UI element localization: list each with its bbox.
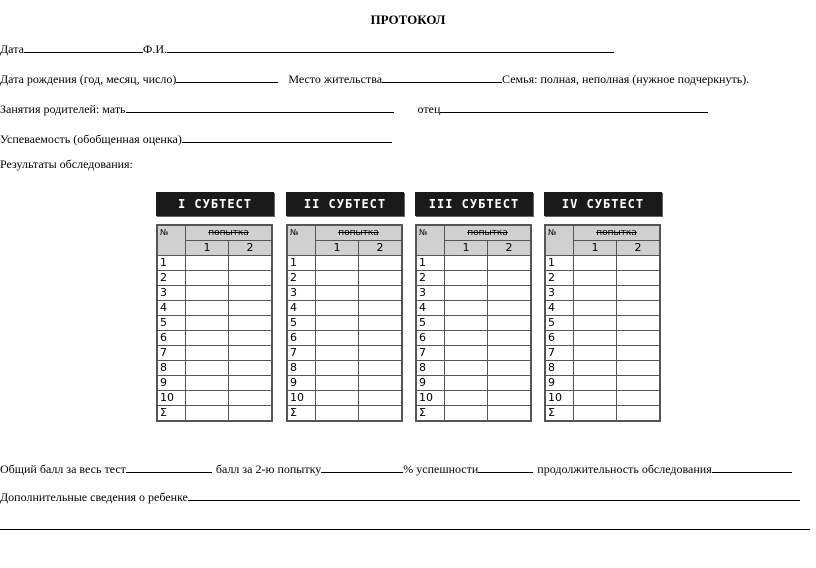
score-cell[interactable] (487, 361, 531, 376)
score-cell[interactable] (487, 406, 531, 422)
attempt-number: 1 (186, 241, 229, 256)
row-number: 10 (416, 391, 445, 406)
score-cell[interactable] (358, 376, 402, 391)
row-number: 8 (416, 361, 445, 376)
row-number: 10 (287, 391, 316, 406)
no-header: № (545, 225, 574, 256)
table-row (157, 346, 272, 361)
date-field[interactable] (24, 40, 143, 53)
score-cell[interactable] (358, 346, 402, 361)
extra-field[interactable] (188, 488, 800, 501)
score-cell[interactable] (316, 391, 359, 406)
row-number: 8 (157, 361, 186, 376)
table-row (287, 316, 402, 331)
score-cell[interactable] (487, 346, 531, 361)
score-cell[interactable] (358, 361, 402, 376)
score-cell[interactable] (358, 406, 402, 422)
score-cell[interactable] (616, 256, 660, 271)
row-number: 5 (416, 316, 445, 331)
score-cell[interactable] (186, 361, 229, 376)
page-title: ПРОТОКОЛ (370, 12, 446, 27)
score-cell[interactable] (616, 406, 660, 422)
no-header: № (416, 225, 445, 256)
score-cell[interactable] (228, 271, 272, 286)
score-cell[interactable] (574, 391, 617, 406)
score-cell[interactable] (358, 271, 402, 286)
table-row (157, 271, 272, 286)
row-number: 6 (416, 331, 445, 346)
table-row (416, 391, 531, 406)
table-row (157, 286, 272, 301)
table-row (416, 286, 531, 301)
birth-label: Дата рождения (год, месяц, число) (0, 72, 177, 86)
score-cell[interactable] (358, 316, 402, 331)
score-cell[interactable] (487, 376, 531, 391)
table-row (416, 256, 531, 271)
row-number: 7 (545, 346, 574, 361)
row-number: 2 (545, 271, 574, 286)
row-number: 1 (416, 256, 445, 271)
family-label: Семья: полная, неполная (нужное подчеркнуть). (502, 72, 750, 86)
score-cell[interactable] (487, 391, 531, 406)
score-cell[interactable] (616, 361, 660, 376)
score-cell[interactable] (316, 406, 359, 422)
score-cell[interactable] (316, 376, 359, 391)
row-number: 8 (287, 361, 316, 376)
attempt-number: 2 (358, 241, 402, 256)
row-number: 1 (157, 256, 186, 271)
score-cell[interactable] (445, 331, 488, 346)
total-field[interactable] (126, 460, 212, 473)
score-cell[interactable] (316, 316, 359, 331)
table-row (157, 391, 272, 406)
row-number: Σ (416, 406, 445, 422)
no-header: № (157, 225, 186, 256)
score-cell[interactable] (574, 376, 617, 391)
score-cell[interactable] (228, 361, 272, 376)
row-number: 3 (416, 286, 445, 301)
score-cell[interactable] (358, 331, 402, 346)
subtest-title: I СУБТЕСТ (156, 192, 274, 216)
row-number: 10 (545, 391, 574, 406)
score-cell[interactable] (445, 286, 488, 301)
table-row (157, 316, 272, 331)
score-cell[interactable] (186, 391, 229, 406)
score-cell[interactable] (358, 301, 402, 316)
row-number: 2 (157, 271, 186, 286)
score-cell[interactable] (186, 271, 229, 286)
table-row (287, 391, 402, 406)
name-field[interactable] (167, 40, 614, 53)
score-cell[interactable] (445, 301, 488, 316)
row-number: 3 (287, 286, 316, 301)
table-row (416, 346, 531, 361)
subtest-title: II СУБТЕСТ (286, 192, 404, 216)
parents-row (0, 100, 708, 117)
row-number: 9 (287, 376, 316, 391)
table-row (416, 301, 531, 316)
table-row (545, 376, 660, 391)
attempt-number: 1 (316, 241, 359, 256)
attempt-number: 1 (574, 241, 617, 256)
row-number: 5 (157, 316, 186, 331)
score-cell[interactable] (574, 271, 617, 286)
score-cell[interactable] (616, 376, 660, 391)
score-cell[interactable] (574, 406, 617, 422)
table-row (157, 301, 272, 316)
table-row (157, 331, 272, 346)
score-cell[interactable] (316, 346, 359, 361)
score-cell[interactable] (316, 361, 359, 376)
name-label: Ф.И. (142, 42, 168, 56)
no-header: № (287, 225, 316, 256)
progress-row (0, 130, 392, 147)
score-cell[interactable] (616, 331, 660, 346)
score-cell[interactable] (616, 316, 660, 331)
success-field[interactable] (478, 460, 533, 473)
table-row (545, 256, 660, 271)
score-cell[interactable] (316, 331, 359, 346)
father-label: отец (417, 102, 441, 116)
extra-row (0, 488, 800, 505)
table-row (545, 391, 660, 406)
table-row (157, 361, 272, 376)
score-cell[interactable] (445, 361, 488, 376)
attempt-header: попытка (316, 225, 403, 241)
score-cell[interactable] (616, 271, 660, 286)
score-cell[interactable] (186, 346, 229, 361)
score-cell[interactable] (574, 346, 617, 361)
table-row (287, 376, 402, 391)
score-row (0, 460, 792, 477)
table-row (287, 301, 402, 316)
score-cell[interactable] (445, 271, 488, 286)
row-number: 9 (416, 376, 445, 391)
row-number: 2 (287, 271, 316, 286)
row-number: 3 (545, 286, 574, 301)
subtest-2 (286, 192, 404, 422)
second-attempt-field[interactable] (321, 460, 403, 473)
score-cell[interactable] (487, 256, 531, 271)
table-row (416, 271, 531, 286)
score-cell[interactable] (616, 286, 660, 301)
score-cell[interactable] (228, 256, 272, 271)
table-row (545, 361, 660, 376)
row-number: 4 (545, 301, 574, 316)
score-cell[interactable] (445, 316, 488, 331)
score-cell[interactable] (228, 391, 272, 406)
table-row (287, 286, 402, 301)
mother-label: Занятия родителей: мать (0, 102, 126, 116)
score-cell[interactable] (358, 391, 402, 406)
table-row (545, 331, 660, 346)
score-cell[interactable] (445, 406, 488, 422)
score-cell[interactable] (487, 271, 531, 286)
row-number: 4 (157, 301, 186, 316)
table-row (157, 256, 272, 271)
subtest-table (544, 224, 661, 422)
score-cell[interactable] (228, 301, 272, 316)
score-cell[interactable] (316, 301, 359, 316)
score-cell[interactable] (228, 376, 272, 391)
table-row (545, 286, 660, 301)
subtest-table (415, 224, 532, 422)
table-row (287, 331, 402, 346)
row-number: Σ (287, 406, 316, 422)
score-cell[interactable] (574, 301, 617, 316)
attempt-number: 2 (228, 241, 272, 256)
score-cell[interactable] (186, 316, 229, 331)
table-row (157, 376, 272, 391)
extra-label: Дополнительные сведения о ребенке (0, 490, 188, 504)
row-number: 7 (287, 346, 316, 361)
score-cell[interactable] (228, 316, 272, 331)
attempt-header: попытка (574, 225, 661, 241)
duration-label: продолжительность обследования (537, 462, 712, 476)
score-cell[interactable] (316, 286, 359, 301)
score-cell[interactable] (316, 271, 359, 286)
table-row (545, 346, 660, 361)
subtest-title: IV СУБТЕСТ (544, 192, 662, 216)
birth-row (0, 70, 749, 87)
score-cell[interactable] (228, 406, 272, 422)
score-cell[interactable] (487, 331, 531, 346)
table-row (545, 301, 660, 316)
row-number: 7 (157, 346, 186, 361)
row-number: 9 (157, 376, 186, 391)
table-row (416, 361, 531, 376)
row-number: 4 (416, 301, 445, 316)
score-cell[interactable] (186, 256, 229, 271)
row-number: 7 (416, 346, 445, 361)
birth-field[interactable] (176, 70, 278, 83)
father-field[interactable] (440, 100, 708, 113)
table-row (287, 406, 402, 422)
table-row (287, 361, 402, 376)
table-row (545, 271, 660, 286)
table-row (416, 331, 531, 346)
row-number: 10 (157, 391, 186, 406)
extra-line-2[interactable] (0, 529, 810, 530)
subtest-4 (544, 192, 662, 422)
score-cell[interactable] (445, 346, 488, 361)
mother-field[interactable] (126, 100, 394, 113)
subtest-3 (415, 192, 533, 422)
row-number: 8 (545, 361, 574, 376)
table-row (287, 256, 402, 271)
row-number: 6 (287, 331, 316, 346)
score-cell[interactable] (616, 346, 660, 361)
success-label: % успешности (403, 462, 479, 476)
table-row (157, 406, 272, 422)
subtest-table (156, 224, 273, 422)
score-cell[interactable] (574, 361, 617, 376)
row-number: 2 (416, 271, 445, 286)
table-row (416, 406, 531, 422)
residence-label: Место жительства (288, 72, 383, 86)
subtest-table (286, 224, 403, 422)
score-cell[interactable] (487, 286, 531, 301)
score-cell[interactable] (487, 301, 531, 316)
row-number: Σ (545, 406, 574, 422)
row-number: 5 (287, 316, 316, 331)
score-cell[interactable] (358, 286, 402, 301)
table-row (545, 316, 660, 331)
total-label: Общий балл за весь тест (0, 462, 126, 476)
table-row (287, 271, 402, 286)
row-number: 3 (157, 286, 186, 301)
attempt-header: попытка (445, 225, 532, 241)
score-cell[interactable] (445, 391, 488, 406)
score-cell[interactable] (616, 391, 660, 406)
progress-field[interactable] (182, 130, 392, 143)
score-cell[interactable] (487, 316, 531, 331)
row-number: 6 (545, 331, 574, 346)
score-cell[interactable] (186, 331, 229, 346)
score-cell[interactable] (228, 346, 272, 361)
results-label: Результаты обследования: (0, 157, 133, 171)
date-label: Дата (0, 42, 24, 56)
residence-field[interactable] (382, 70, 502, 83)
row-number: 9 (545, 376, 574, 391)
score-cell[interactable] (574, 331, 617, 346)
score-cell[interactable] (616, 301, 660, 316)
score-cell[interactable] (228, 286, 272, 301)
subtest-1 (156, 192, 274, 422)
row-number: 5 (545, 316, 574, 331)
attempt-header: попытка (186, 225, 273, 241)
row-number: Σ (157, 406, 186, 422)
score-cell[interactable] (186, 406, 229, 422)
score-cell[interactable] (574, 256, 617, 271)
subtest-title: III СУБТЕСТ (415, 192, 533, 216)
attempt-number: 1 (445, 241, 488, 256)
table-row (545, 406, 660, 422)
score-cell[interactable] (228, 331, 272, 346)
table-row (416, 316, 531, 331)
score-cell[interactable] (186, 286, 229, 301)
score-cell[interactable] (358, 256, 402, 271)
duration-field[interactable] (712, 460, 792, 473)
progress-label: Успеваемость (обобщенная оценка) (0, 132, 182, 146)
score-cell[interactable] (574, 286, 617, 301)
score-cell[interactable] (574, 316, 617, 331)
row-number: 6 (157, 331, 186, 346)
row-number: 1 (545, 256, 574, 271)
table-row (416, 376, 531, 391)
row-number: 4 (287, 301, 316, 316)
attempt-number: 2 (616, 241, 660, 256)
second-attempt-label: балл за 2-ю попытку (215, 462, 322, 476)
score-cell[interactable] (445, 376, 488, 391)
table-row (287, 346, 402, 361)
score-cell[interactable] (186, 301, 229, 316)
row-number: 1 (287, 256, 316, 271)
score-cell[interactable] (316, 256, 359, 271)
score-cell[interactable] (186, 376, 229, 391)
score-cell[interactable] (445, 256, 488, 271)
attempt-number: 2 (487, 241, 531, 256)
date-row (0, 40, 614, 57)
